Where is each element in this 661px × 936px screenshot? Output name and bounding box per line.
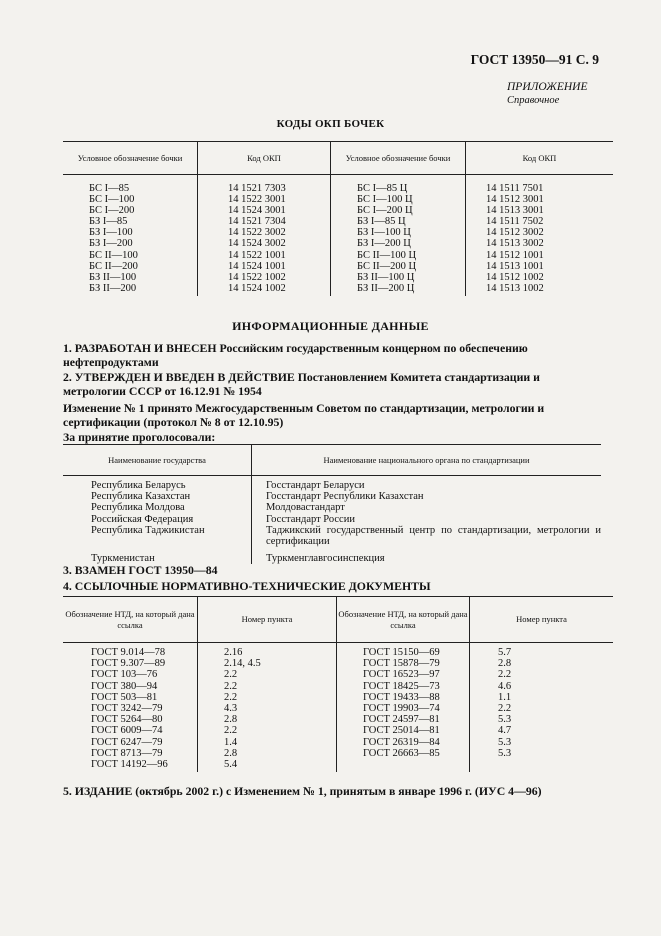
column-header: Условное обозначение бочки: [331, 142, 466, 175]
table-row: [63, 194, 613, 205]
table-row: [63, 272, 613, 283]
table-cell: ГОСТ 15878—79: [363, 658, 440, 670]
column-header: Обозначение НТД, на который дана ссылка: [63, 597, 198, 643]
info-item-5: 5. ИЗДАНИЕ (октябрь 2002 г.) с Изменением № 1, принятым в январе 1996 г. (ИУС 4—96): [63, 784, 542, 798]
table-row: [63, 491, 601, 502]
table-row: [63, 476, 601, 492]
table-cell: БС I—100: [89, 194, 135, 206]
table-cell: БС II—100 Ц: [357, 249, 417, 261]
table-cell: БЗ I—85 Ц: [357, 216, 406, 228]
table-cell: ГОСТ 3242—79: [91, 703, 163, 715]
appendix-label: [507, 80, 587, 108]
table-row: [63, 643, 613, 659]
table-cell: БЗ II—200: [89, 282, 137, 294]
codes-section-title: КОДЫ ОКП БОЧЕК: [276, 118, 385, 130]
table-cell: 4.3: [198, 703, 337, 714]
table-row: [63, 714, 613, 725]
table-cell: Российская Федерация: [91, 513, 194, 525]
table-cell: 4.7: [470, 725, 614, 736]
table-cell: 2.2: [198, 692, 337, 703]
table-cell: БС I—85 Ц: [357, 183, 408, 194]
table-cell: Госстандарт Республики Казахстан: [252, 491, 602, 502]
table-cell: [470, 759, 614, 772]
table-row: [63, 703, 613, 714]
column-header: Код ОКП: [198, 142, 331, 175]
table-cell: 14 1512 1002: [466, 272, 614, 283]
table-cell: БЗ II—100: [89, 271, 137, 283]
table-cell: ГОСТ 16523—97: [363, 669, 440, 681]
table-row: [63, 748, 613, 759]
table-cell: ГОСТ 103—76: [91, 669, 158, 681]
table-cell: Госстандарт России: [252, 514, 602, 525]
table-cell: ГОСТ 9.307—89: [91, 658, 166, 670]
table-cell: 2.8: [198, 748, 337, 759]
column-header: Наименование государства: [63, 445, 252, 476]
table-cell: 14 1522 1001: [198, 250, 331, 261]
column-header: Обозначение НТД, на который дана ссылка: [337, 597, 470, 643]
table-cell: 14 1512 3002: [466, 227, 614, 238]
table-row: [63, 525, 601, 547]
table-cell: 14 1512 1001: [466, 250, 614, 261]
table-cell: 14 1524 3002: [198, 238, 331, 249]
column-header: Номер пункта: [198, 597, 337, 643]
document-reference: ГОСТ 13950—91 С. 9: [470, 52, 599, 67]
table-cell: БЗ I—200: [89, 238, 133, 250]
amendment-note: Изменение № 1 принято Межгосударственным Советом по стандартизации, метрологии и сертификации (протокол № 8 от 12.10.95): [63, 401, 545, 429]
table-row: [63, 692, 613, 703]
table-cell: Республика Таджикистан: [91, 524, 205, 536]
table-cell: 2.8: [470, 658, 614, 669]
table-cell: 5.3: [470, 748, 614, 759]
table-row: [63, 283, 613, 296]
table-cell: 2.2: [198, 681, 337, 692]
info-item-2: 2. УТВЕРЖДЕН И ВВЕДЕН В ДЕЙСТВИЕ Постановлением Комитета стандартизации и метрологии СССР от 16.12.91 № 1954: [63, 370, 540, 398]
table-header-row: [63, 445, 601, 476]
table-cell: Таджикский государственный центр по стандартизации, метрологии и сертификации: [252, 525, 602, 547]
table-cell: 14 1522 1002: [198, 272, 331, 283]
column-header: Номер пункта: [470, 597, 614, 643]
table-cell: 4.6: [470, 681, 614, 692]
table-cell: БЗ I—85: [89, 216, 128, 228]
table-row: [63, 669, 613, 680]
info-item-3: 3. ВЗАМЕН ГОСТ 13950—84: [63, 563, 218, 577]
references-body: [63, 643, 613, 773]
okp-codes-table: [63, 141, 613, 296]
info-section-title: ИНФОРМАЦИОННЫЕ ДАННЫЕ: [232, 319, 429, 333]
table-cell: Республика Казахстан: [91, 491, 191, 503]
table-row: [63, 261, 613, 272]
table-cell: ГОСТ 15150—69: [363, 647, 440, 658]
table-cell: ГОСТ 26663—85: [363, 747, 440, 759]
table-cell: БЗ II—200 Ц: [357, 282, 415, 294]
table-cell: БЗ II—100 Ц: [357, 271, 415, 283]
table-cell: 14 1522 3002: [198, 227, 331, 238]
appendix-title: ПРИЛОЖЕНИЕ: [507, 81, 588, 93]
table-cell: 14 1521 7303: [198, 175, 331, 195]
table-cell: 14 1513 1001: [466, 261, 614, 272]
table-cell: 2.2: [198, 725, 337, 736]
table-row: [63, 238, 613, 249]
table-row: [63, 502, 601, 513]
table-cell: Республика Беларусь: [91, 480, 186, 491]
table-cell: 14 1512 3001: [466, 194, 614, 205]
table-cell: ГОСТ 503—81: [91, 691, 158, 703]
table-cell: 14 1524 1002: [198, 283, 331, 296]
voting-body: [63, 476, 601, 565]
table-cell: 14 1522 3001: [198, 194, 331, 205]
table-cell: 5.4: [198, 759, 337, 772]
table-row: [63, 759, 613, 772]
references-table: [63, 596, 613, 772]
table-cell: БЗ I—100 Ц: [357, 227, 411, 239]
table-cell: 14 1524 3001: [198, 205, 331, 216]
table-cell: 14 1513 3001: [466, 205, 614, 216]
appendix-subtitle: Справочное: [507, 95, 560, 106]
table-cell: 14 1511 7502: [466, 216, 614, 227]
table-cell: Молдовастандарт: [252, 502, 602, 513]
table-cell: 14 1521 7304: [198, 216, 331, 227]
okp-codes-body: [63, 175, 613, 296]
table-row: [63, 658, 613, 669]
table-cell: 14 1513 3002: [466, 238, 614, 249]
table-row: [63, 681, 613, 692]
table-cell: ГОСТ 25014—81: [363, 725, 440, 737]
table-cell: БС II—200: [89, 260, 138, 272]
table-cell: ГОСТ 6247—79: [91, 736, 163, 748]
table-cell: 2.2: [470, 703, 614, 714]
table-cell: БС I—200: [89, 205, 135, 217]
table-cell: 14 1524 1001: [198, 261, 331, 272]
voted-label: За принятие проголосовали:: [63, 430, 216, 444]
table-cell: БС II—200 Ц: [357, 260, 417, 272]
table-row: [63, 175, 613, 195]
table-cell: БС I—85: [89, 183, 130, 194]
table-row: [63, 227, 613, 238]
table-row: [63, 547, 601, 564]
column-header: Условное обозначение бочки: [63, 142, 198, 175]
table-cell: БС II—100: [89, 249, 138, 261]
table-row: [63, 250, 613, 261]
table-cell: БЗ I—200 Ц: [357, 238, 411, 250]
table-cell: 2.16: [198, 643, 337, 659]
table-cell: 1.4: [198, 737, 337, 748]
table-cell: 14 1511 7501: [466, 175, 614, 195]
table-cell: 2.2: [470, 669, 614, 680]
table-cell: БС I—200 Ц: [357, 205, 413, 217]
table-row: [63, 725, 613, 736]
table-cell: 5.3: [470, 714, 614, 725]
column-header: Наименование национального органа по стандартизации: [252, 445, 602, 476]
table-cell: 5.7: [470, 643, 614, 659]
table-cell: ГОСТ 380—94: [91, 680, 158, 692]
table-cell: 5.3: [470, 737, 614, 748]
table-cell: 2.14, 4.5: [198, 658, 337, 669]
table-cell: 2.8: [198, 714, 337, 725]
table-header-row: [63, 142, 613, 175]
table-cell: Туркменглавгосинспекция: [252, 547, 602, 564]
table-cell: [337, 759, 470, 772]
table-cell: 2.2: [198, 669, 337, 680]
table-row: [63, 514, 601, 525]
column-header: Код ОКП: [466, 142, 614, 175]
table-cell: 1.1: [470, 692, 614, 703]
table-cell: Госстандарт Беларуси: [252, 476, 602, 492]
table-row: [63, 205, 613, 216]
table-cell: Туркменистан: [91, 553, 155, 565]
table-cell: ГОСТ 18425—73: [363, 680, 440, 692]
table-header-row: [63, 597, 613, 643]
table-cell: ГОСТ 14192—96: [91, 759, 168, 771]
table-cell: ГОСТ 19433—88: [363, 691, 440, 703]
table-row: [63, 216, 613, 227]
table-cell: Республика Молдова: [91, 502, 185, 514]
table-cell: ГОСТ 8713—79: [91, 747, 163, 759]
table-cell: ГОСТ 24597—81: [363, 714, 440, 726]
table-cell: БЗ I—100: [89, 227, 133, 239]
table-cell: ГОСТ 19903—74: [363, 703, 440, 715]
info-item-4: 4. ССЫЛОЧНЫЕ НОРМАТИВНО-ТЕХНИЧЕСКИЕ ДОКУМЕНТЫ: [63, 579, 431, 593]
table-cell: ГОСТ 26319—84: [363, 736, 440, 748]
table-cell: ГОСТ 5264—80: [91, 714, 163, 726]
table-cell: 14 1513 1002: [466, 283, 614, 296]
table-row: [63, 737, 613, 748]
table-cell: ГОСТ 9.014—78: [91, 647, 166, 658]
voting-table: [63, 444, 601, 564]
info-item-1: 1. РАЗРАБОТАН И ВНЕСЕН Российским государственным концерном по обеспечению нефтепродуктами: [63, 341, 528, 369]
table-cell: ГОСТ 6009—74: [91, 725, 163, 737]
table-cell: БС I—100 Ц: [357, 194, 413, 206]
